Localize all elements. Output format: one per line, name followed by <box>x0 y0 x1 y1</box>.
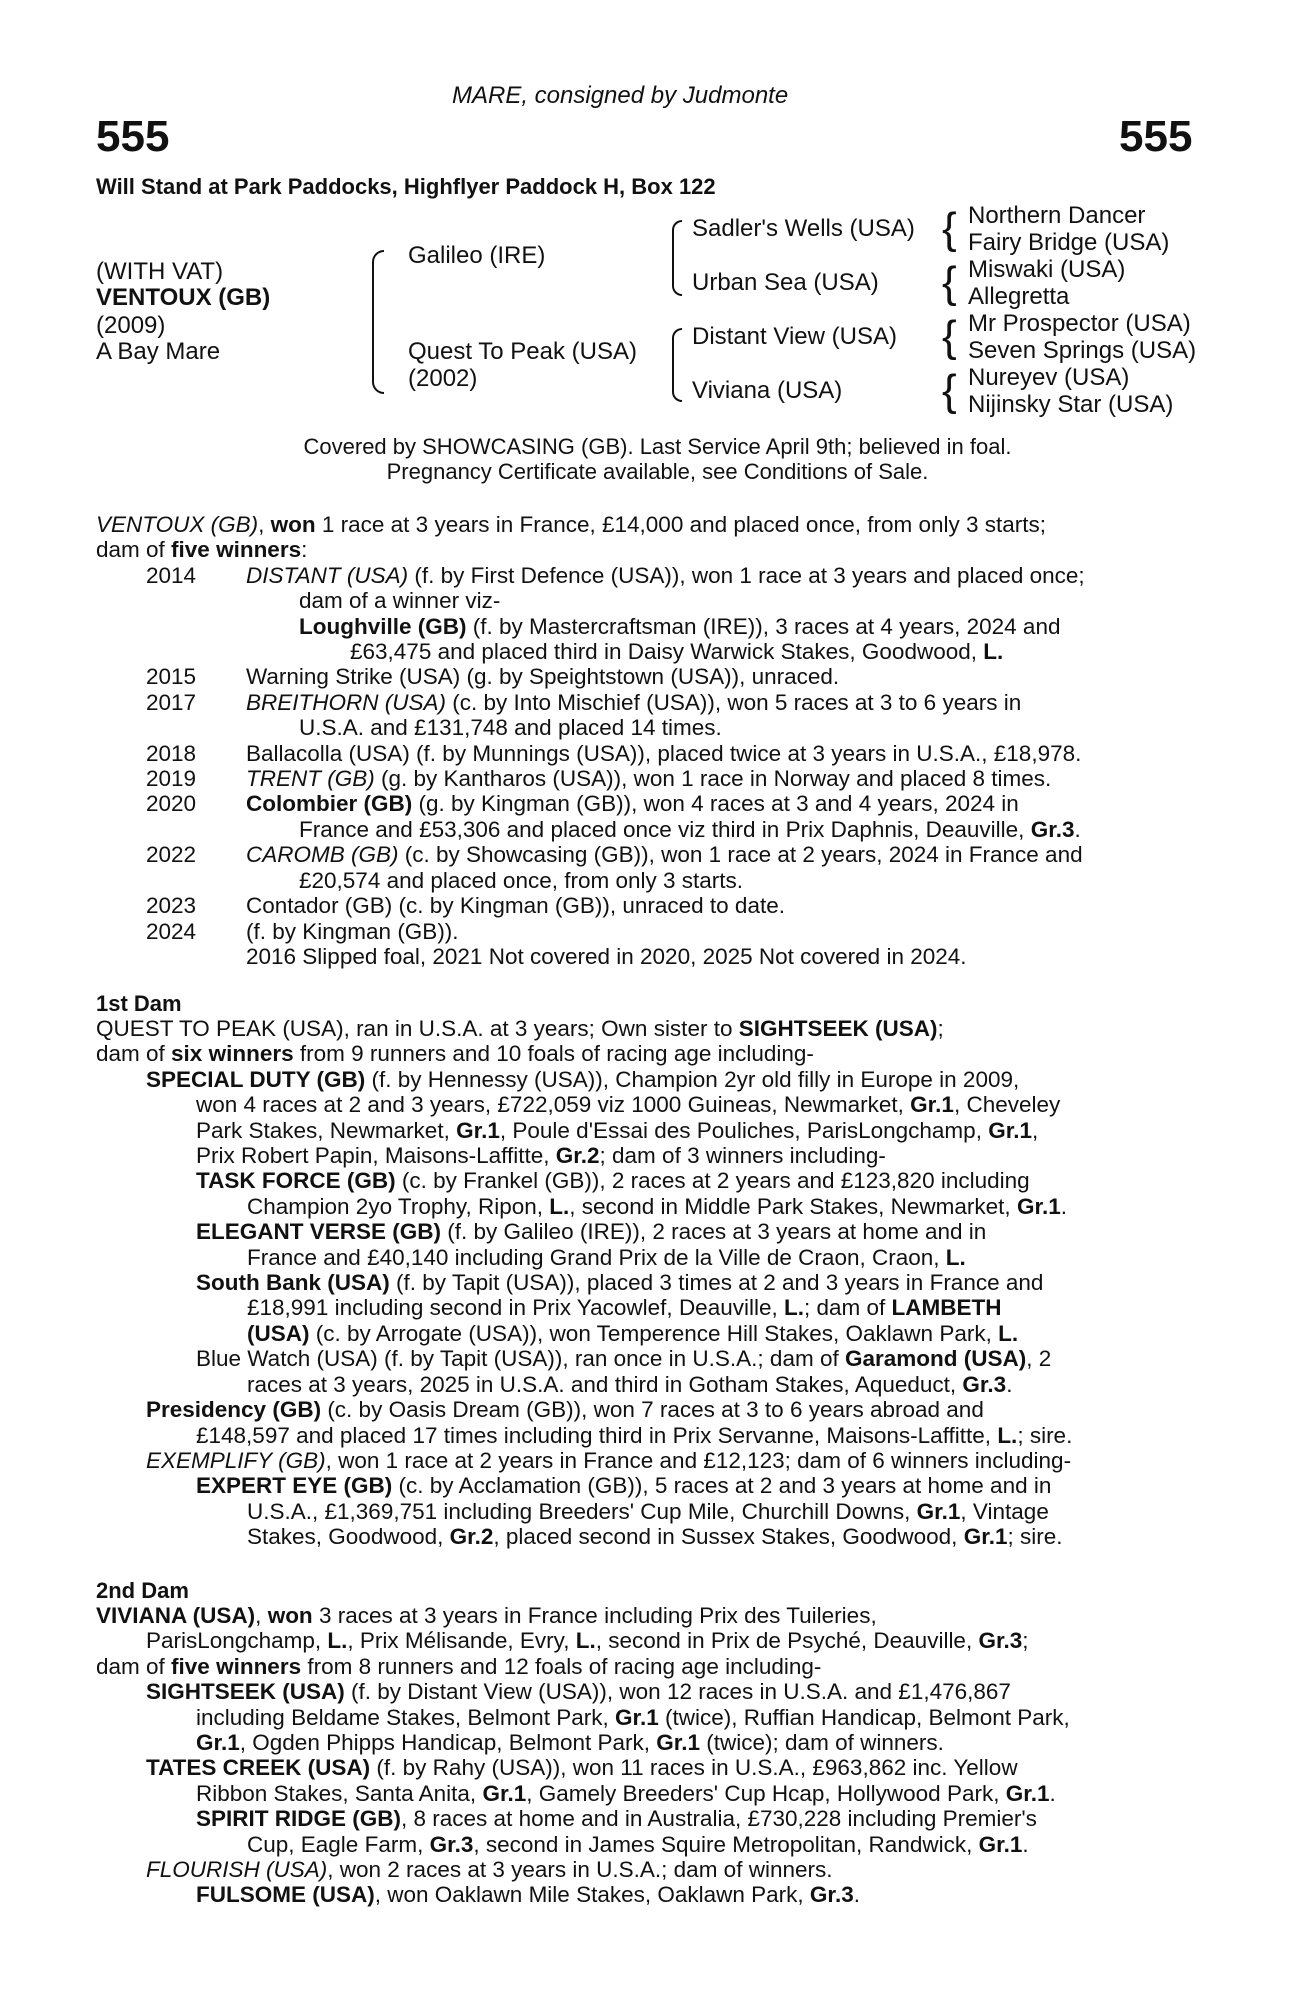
pedigree-sire: Galileo (IRE) <box>408 242 546 269</box>
pedigree-g3-6: Seven Springs (USA) <box>968 337 1197 364</box>
horse-year: (2009) <box>96 312 166 339</box>
brace-gen3b: { <box>942 258 957 307</box>
pedigree-g3-1: Northern Dancer <box>968 202 1146 229</box>
brace-gen1 <box>372 250 384 394</box>
pedigree-g3-3: Miswaki (USA) <box>968 256 1126 283</box>
pedigree-dam-year: (2002) <box>408 365 478 392</box>
first-dam-heading: 1st Dam <box>96 991 182 1016</box>
second-dam-record: VIVIANA (USA), won 3 races at 3 years in France including Prix des Tuileries, ParisLongchamp, L., Prix Mélisande, Evry, L., second in Prix de Psyché, Deauville, Gr.3; dam of five winners from 8 runners and 12 foals of racing age including- SIGHTSEEK (USA) (f. by Distant View (USA)), won 12 races in U.S.A. and £1,476,867 including Beldame Stakes, Belmont Park, Gr.1 (twice), Ruffian Handicap, Belmont Park, Gr.1, Ogden Phipps Handicap, Belmont Park, Gr.1 (twice); dam of winners. TATES CREEK (USA) (f. by Rahy (USA)), won 11 races in U.S.A., £963,862 inc. Yellow Ribbon Stakes, Santa Anita, Gr.1, Gamely Breeders' Cup Hcap, Hollywood Park, Gr.1. SPIRIT RIDGE (GB), 8 races at home and in Australia, £730,228 including Premier's Cup, Eagle Farm, Gr.3, second in James Squire Metropolitan, Randwick, Gr.1. FLOURISH (USA), won 2 races at 3 years in U.S.A.; dam of winners. FULSOME (USA), won Oaklawn Mile Stakes, Oaklawn Park, Gr.3. <box>96 1603 1070 1908</box>
produce-record: VENTOUX (GB), won 1 race at 3 years in France, £14,000 and placed once, from only 3 starts; dam of five winners: 2014 DISTANT (USA) (f. by First Defence (USA)), won 1 race at 3 years and placed once; dam of a winner viz- Loughville (GB) (f. by Mastercraftsman (IRE)), 3 races at 4 years, 2024 and £63,475 and placed third in Daisy Warwick Stakes, Goodwood, L. 2015 Warning Strike (USA) (g. by Speightstown (USA)), unraced. 2017 BREITHORN (USA) (c. by Into Mischief (USA)), won 5 races at 3 to 6 years in U.S.A. and £131,748 and placed 14 times. 2018 Ballacolla (USA) (f. by Munnings (USA)), placed twice at 3 years in U.S.A., £18,978. 2019 TRENT (GB) (g. by Kantharos (USA)), won 1 race in Norway and placed 8 times. 2020 Colombier (GB) (g. by Kingman (GB)), won 4 races at 3 and 4 years, 2024 in France and £53,306 and placed once viz third in Prix Daphnis, Deauville, Gr.3. 2022 CAROMB (GB) (c. by Showcasing (GB)), won 1 race at 2 years, 2024 in France and £20,574 and placed once, from only 3 starts. 2023 Contador (GB) (c. by Kingman (GB)), unraced to date. 2024 (f. by Kingman (GB)). 2016 Slipped foal, 2021 Not covered in 2020, 2025 Not covered in 2024. <box>96 512 1085 969</box>
pedigree-g3-2: Fairy Bridge (USA) <box>968 229 1170 256</box>
brace-gen3a: { <box>942 204 957 253</box>
horse-name: VENTOUX (GB) <box>96 284 271 311</box>
vat-note: (WITH VAT) <box>96 258 224 285</box>
brace-gen2a <box>672 220 682 296</box>
horse-description: A Bay Mare <box>96 338 221 365</box>
first-dam-record: QUEST TO PEAK (USA), ran in U.S.A. at 3 years; Own sister to SIGHTSEEK (USA); dam of six winners from 9 runners and 10 foals of racing age including- SPECIAL DUTY (GB) (f. by Hennessy (USA)), Champion 2yr old filly in Europe in 2009, won 4 races at 2 and 3 years, £722,059 viz 1000 Guineas, Newmarket, Gr.1, Cheveley Park Stakes, Newmarket, Gr.1, Poule d'Essai des Pouliches, ParisLongchamp, Gr.1, Prix Robert Papin, Maisons-Laffitte, Gr.2; dam of 3 winners including- TASK FORCE (GB) (c. by Frankel (GB)), 2 races at 2 years and £123,820 including Champion 2yo Trophy, Ripon, L., second in Middle Park Stakes, Newmarket, Gr.1. ELEGANT VERSE (GB) (f. by Galileo (IRE)), 2 races at 3 years at home and in France and £40,140 including Grand Prix de la Ville de Craon, Craon, L. South Bank (USA) (f. by Tapit (USA)), placed 3 times at 2 and 3 years in France and £18,991 including second in Prix Yacowlef, Deauville, L.; dam of LAMBETH (USA) (c. by Arrogate (USA)), won Temperence Hill Stakes, Oaklawn Park, L. Blue Watch (USA) (f. by Tapit (USA)), ran once in U.S.A.; dam of Garamond (USA), 2 races at 3 years, 2025 in U.S.A. and third in Gotham Stakes, Aqueduct, Gr.3. Presidency (GB) (c. by Oasis Dream (GB)), won 7 races at 3 to 6 years abroad and £148,597 and placed 17 times including third in Prix Servanne, Maisons-Laffitte, L.; sire. EXEMPLIFY (GB), won 1 race at 2 years in France and £12,123; dam of 6 winners including- EXPERT EYE (GB) (c. by Acclamation (GB)), 5 races at 2 and 3 years at home and in U.S.A., £1,369,751 including Breeders' Cup Mile, Churchill Downs, Gr.1, Vintage Stakes, Goodwood, Gr.2, placed second in Sussex Stakes, Goodwood, Gr.1; sire. <box>96 1016 1073 1550</box>
covering-line-1: Covered by SHOWCASING (GB). Last Service April 9th; believed in foal. <box>303 434 1012 459</box>
pedigree-dam: Quest To Peak (USA) <box>408 338 637 365</box>
pedigree-g3-7: Nureyev (USA) <box>968 364 1130 391</box>
lot-number-right: 555 <box>1119 112 1193 161</box>
pedigree-dam-dam: Viviana (USA) <box>692 377 843 404</box>
pedigree-g3-8: Nijinsky Star (USA) <box>968 391 1174 418</box>
second-dam-heading: 2nd Dam <box>96 1578 189 1603</box>
pedigree-g3-4: Allegretta <box>968 283 1070 310</box>
consignor-line: MARE, consigned by Judmonte <box>452 82 789 109</box>
covering-line-2: Pregnancy Certificate available, see Conditions of Sale. <box>386 459 929 484</box>
pedigree-g3-5: Mr Prospector (USA) <box>968 310 1191 337</box>
stand-location: Will Stand at Park Paddocks, Highflyer Paddock H, Box 122 <box>96 174 716 199</box>
pedigree-sire-sire: Sadler's Wells (USA) <box>692 215 915 242</box>
brace-gen3d: { <box>942 366 957 415</box>
pedigree-sire-dam: Urban Sea (USA) <box>692 269 879 296</box>
lot-number-left: 555 <box>96 112 170 161</box>
pedigree-dam-sire: Distant View (USA) <box>692 323 897 350</box>
brace-gen2b <box>672 328 682 402</box>
brace-gen3c: { <box>942 312 957 361</box>
